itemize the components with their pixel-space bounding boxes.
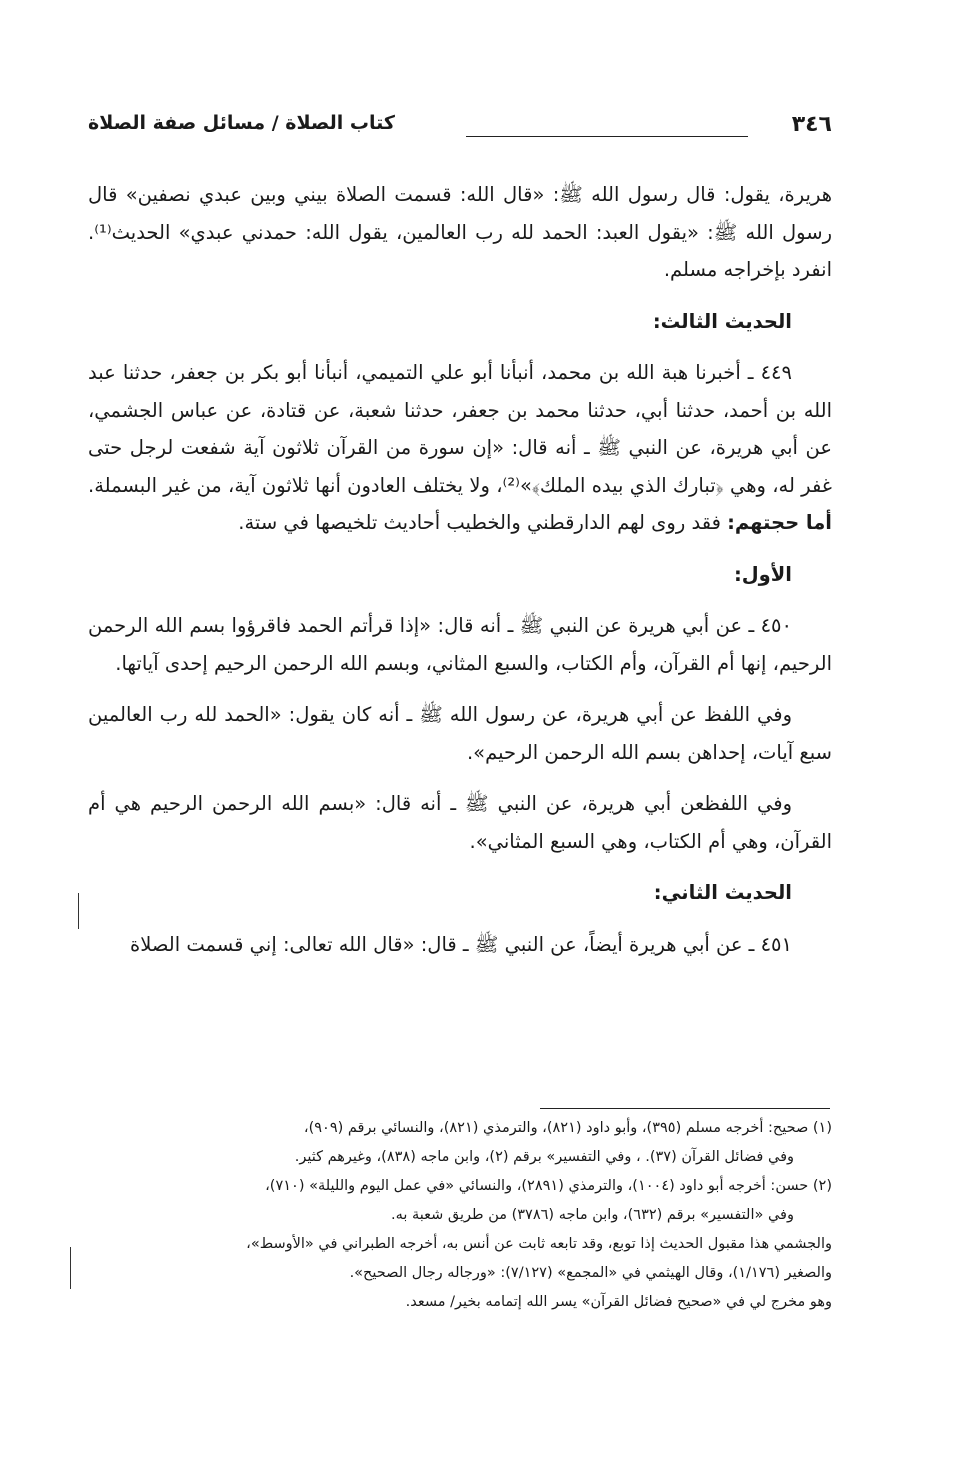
footnote-2-line-5: وهو مخرج لي في «صحيح فضائل القرآن» يسر الله إتمامه بخير/ مسعد. xyxy=(405,1294,832,1310)
paragraph-variant-2: وفي اللفظعن أبي هريرة، عن النبي ﷺ ـ أنه قال: «بسم الله الرحمن الرحيم هي أم القرآن، وهي أم الكتاب، وهي السبع المثاني». xyxy=(88,792,832,853)
footnote-2-line-4: والصغير (١/١٧٦)، وقال الهيثمي في «المجمع» (٧/١٢٧): «ورجاله رجال الصحيح». xyxy=(349,1265,832,1281)
hadith-449-end: فقد روى لهم الدارقطني والخطيب أحاديث تلخيصها في ستة. xyxy=(238,511,721,534)
page-header xyxy=(88,112,832,146)
footnote-1-continuation: وفي فضائل القرآن (٣٧). ، وفي التفسير» برقم (٢)، وابن ماجه (٨٣٨)، وغيرهم كثير. xyxy=(294,1149,794,1165)
paragraph-variant-1: وفي اللفظ عن أبي هريرة، عن رسول الله ﷺ ـ أنه كان يقول: «الحمد لله رب العالمين سبع آيات، إحداهن بسم الله الرحمن الرحيم». xyxy=(88,703,832,764)
section-heading-second-hadith: الحديث الثاني: xyxy=(653,881,792,904)
section-heading-first: الأول: xyxy=(733,562,792,586)
main-text xyxy=(88,176,832,977)
margin-mark xyxy=(78,893,79,929)
footnotes xyxy=(88,1114,832,1317)
paragraph-hadith-449 xyxy=(88,354,832,542)
header-rule xyxy=(466,136,748,137)
footnote-separator xyxy=(540,1108,830,1109)
page-number: ٣٤٦ xyxy=(791,112,832,137)
margin-mark xyxy=(70,1247,71,1289)
paragraph-hadith-451: ٤٥١ ـ عن أبي هريرة أيضاً، عن النبي ﷺ ـ قال: «قال الله تعالى: إني قسمت الصلاة xyxy=(130,932,792,956)
footnote-2-continuation: وفي «التفسير» برقم (٦٣٢)، وابن ماجه (٣٧٨٦) من طريق شعبة به. xyxy=(390,1207,794,1223)
their-evidence-label: أما حجتهم: xyxy=(727,511,832,534)
hadith-449-text: ٤٤٩ ـ أخبرنا هبة الله بن محمد، أنبأنا أبو علي التميمي، أنبأنا أبو بكر بن جعفر، حدثنا عبد الله بن أحمد، حدثنا أبي، حدثنا محمد بن جعفر، حدثنا شعبة، عن قتادة، عن عباس الجشمي، عن أبي هريرة، عن النبي ﷺ ـ أنه قال: «إن سورة من القرآن ثلاثون آية شفعت لرجل حتى غفر له، وهي ﴿تبارك الذي بيده الملك﴾»⁽²⁾، ولا يختلف العادون أنها ثلاثون آية، من غير البسملة. xyxy=(88,361,833,497)
footnote-2: (٢) حسن: أخرجه أبو داود (١٠٠٤)، والترمذي (٢٨٩١)، والنسائي «في عمل اليوم والليلة» (٧١٠)، xyxy=(265,1178,832,1194)
running-title: كتاب الصلاة / مسائل صفة الصلاة xyxy=(88,112,395,134)
footnote-2-line-3: والجشمي هذا مقبول الحديث إذا توبع، وقد تابعه ثابت عن أنس به، أخرجه الطبراني في «الأوسط»، xyxy=(246,1236,832,1252)
paragraph-continuation: هريرة، يقول: قال رسول الله ﷺ: «قال الله: قسمت الصلاة بيني وبين عبدي نصفين» قال رسول الله ﷺ: «يقول العبد: الحمد لله رب العالمين، يقول الله: حمدني عبدي» الحديث⁽¹⁾. انفرد بإخراجه مسلم. xyxy=(88,183,832,281)
section-heading-third-hadith: الحديث الثالث: xyxy=(652,309,792,333)
footnote-1: (١) صحيح: أخرجه مسلم (٣٩٥)، وأبو داود (٨٢١)، والترمذي (٨٢١)، والنسائي برقم (٩٠٩)، xyxy=(303,1120,832,1136)
paragraph-hadith-450: ٤٥٠ ـ عن أبي هريرة عن النبي ﷺ ـ أنه قال: «إذا قرأتم الحمد فاقرؤوا بسم الله الرحمن الرحيم، إنها أم القرآن، وأم الكتاب، والسبع المثاني، وبسم الله الرحمن الرحيم إحدى آياتها. xyxy=(88,614,832,675)
